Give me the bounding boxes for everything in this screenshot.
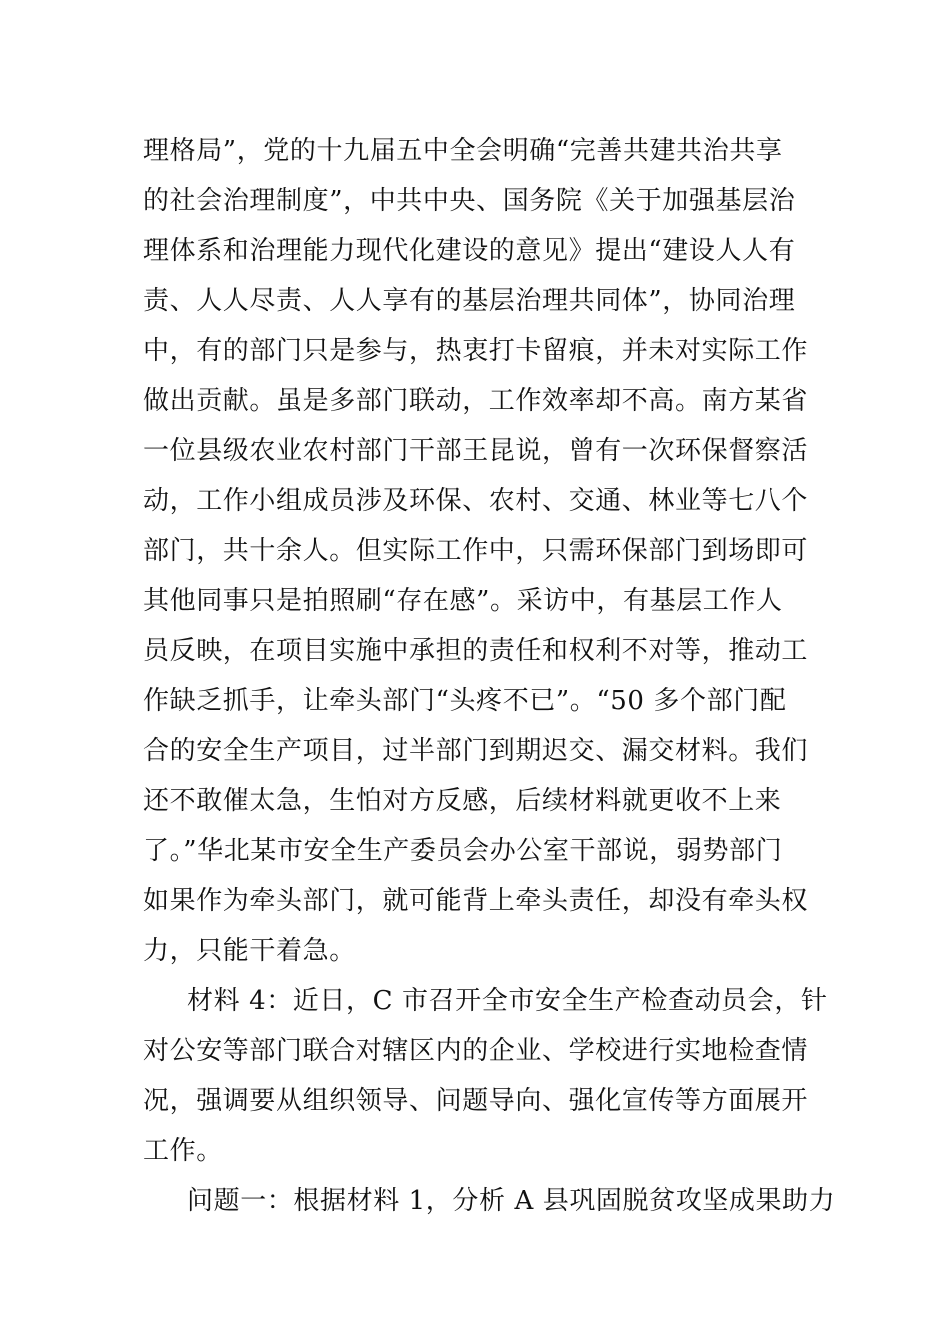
text-line-3: 理体系和治理能力现代化建设的意见》提出“建设人人有 <box>143 236 796 266</box>
text-line-12: 作缺乏抓手，让牵头部门“头疼不已”。“50 多个部门配 <box>143 686 787 716</box>
text-line-14: 还不敢催太急，生怕对方反感，后续材料就更收不上来 <box>143 786 782 816</box>
document-body <box>143 126 836 1226</box>
text-line-4: 责、人人尽责、人人享有的基层治理共同体”，协同治理 <box>143 286 796 316</box>
text-line-5: 中，有的部门只是参与，热衷打卡留痕，并未对实际工作 <box>143 336 809 366</box>
text-line-22: 问题一：根据材料 1，分析 A 县巩固脱贫攻坚成果助力 <box>187 1186 836 1216</box>
text-line-15: 了。”华北某市安全生产委员会办公室干部说，弱势部门 <box>143 836 783 866</box>
text-line-10: 其他同事只是拍照刷“存在感”。采访中，有基层工作人 <box>143 586 783 616</box>
text-line-6: 做出贡献。虽是多部门联动，工作效率却不高。南方某省 <box>143 386 809 416</box>
text-line-2: 的社会治理制度”，中共中央、国务院《关于加强基层治 <box>143 186 796 216</box>
text-line-7: 一位县级农业农村部门干部王昆说，曾有一次环保督察活 <box>143 436 809 466</box>
text-line-19: 对公安等部门联合对辖区内的企业、学校进行实地检查情 <box>143 1036 809 1066</box>
text-line-18: 材料 4：近日，C 市召开全市安全生产检查动员会，针 <box>187 986 828 1016</box>
text-line-21: 工作。 <box>143 1136 223 1166</box>
text-line-16: 如果作为牵头部门，就可能背上牵头责任，却没有牵头权 <box>143 886 809 916</box>
text-line-9: 部门，共十余人。但实际工作中，只需环保部门到场即可 <box>143 536 809 566</box>
text-line-11: 员反映，在项目实施中承担的责任和权利不对等，推动工 <box>143 636 809 666</box>
text-line-8: 动，工作小组成员涉及环保、农村、交通、林业等七八个 <box>143 486 809 516</box>
text-line-1: 理格局”，党的十九届五中全会明确“完善共建共治共享 <box>143 136 783 166</box>
text-line-20: 况，强调要从组织领导、问题导向、强化宣传等方面展开 <box>143 1086 809 1116</box>
text-line-13: 合的安全生产项目，过半部门到期迟交、漏交材料。我们 <box>143 736 809 766</box>
text-line-17: 力，只能干着急。 <box>143 936 356 966</box>
